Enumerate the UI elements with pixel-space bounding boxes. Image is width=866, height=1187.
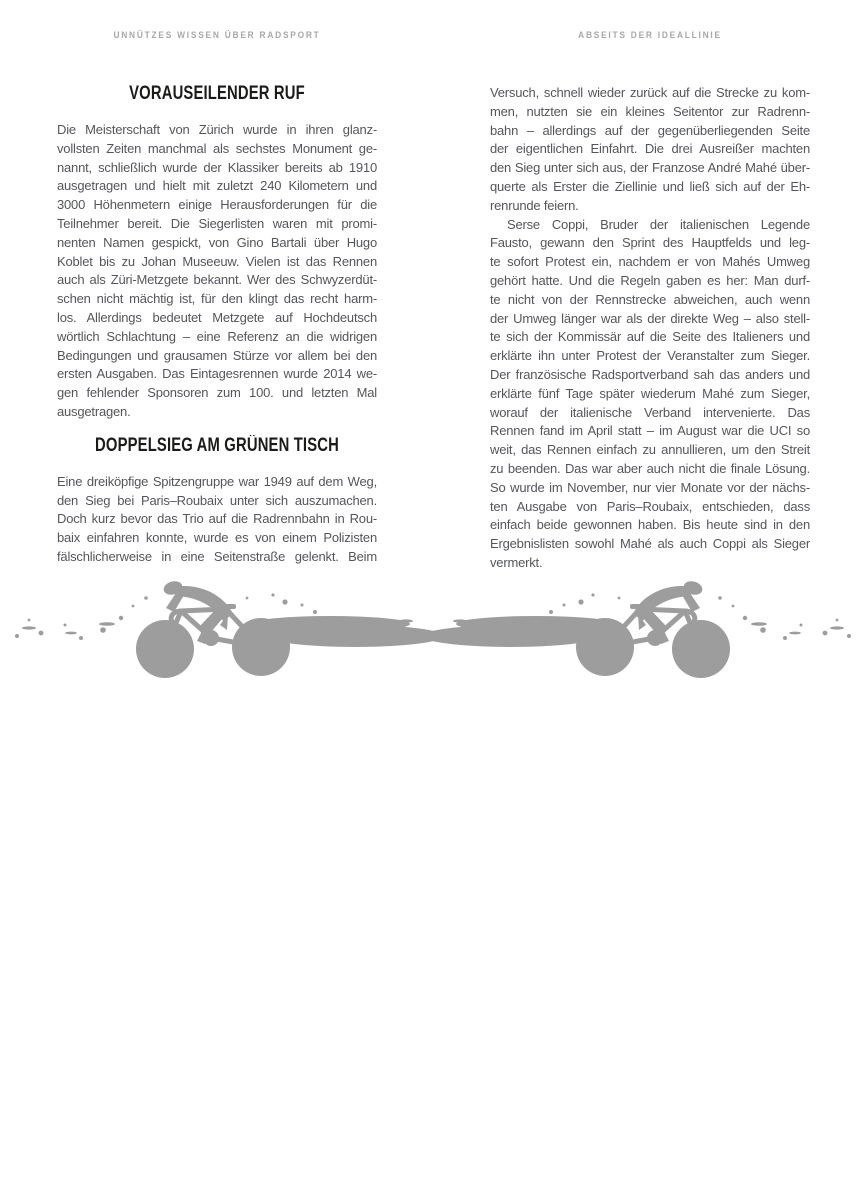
text-line: Ergebnislisten sowohl Mahé als auch Coppi als Sieger <box>490 536 810 552</box>
text-line: te nicht von der Rennstrecke abweichen, auch wenn <box>490 291 810 307</box>
text-line: ten Ausgabe von Paris–Roubaix, entschieden, dass <box>490 498 810 514</box>
running-head-right: ABSEITS DER IDEALLINIE <box>578 30 722 41</box>
text-line: baix einfahren konnte, wurde es von einem Polizisten <box>57 530 377 546</box>
text-line: der eigentlichen Einfahrt. Die drei Ausreißer machten <box>490 141 810 157</box>
text-line: Die Meisterschaft von Zürich wurde in ihren glanz- <box>57 122 377 137</box>
section-doppelsieg <box>57 434 377 567</box>
section-heading: VORAUSEILENDER RUF <box>129 83 305 104</box>
text-line: bahn – allerdings auf der gegenüberliegenden Seite <box>490 122 810 138</box>
cyclist-illustration-left <box>0 578 433 1187</box>
text-line: Doch kurz bevor das Trio auf die Radrennbahn in Rou- <box>57 511 377 527</box>
text-line: 3000 Höhenmetern einige Herausforderungen für die <box>57 197 377 213</box>
text-line: Serse Coppi, Bruder der italienischen Legende <box>507 216 810 232</box>
page-number-bib-left: 104 <box>202 1173 222 1187</box>
text-line: einfach beide gewonnen haben. Bis heute sind in den <box>490 517 810 533</box>
text-line: weit, das Rennen einfach zu annullieren, um den Streit <box>490 442 810 458</box>
text-line: te sich der Kommissär auf die Seite des Italieners und <box>490 329 810 345</box>
text-line: gehört hatte. Und die Regeln gaben es her: Man durf- <box>490 272 810 288</box>
text-line: ausgetragen. <box>57 403 131 419</box>
text-line: der Umweg länger war als der direkte Weg – also stell- <box>490 310 810 326</box>
cyclist-illustration-right <box>433 578 866 1185</box>
section-continuation <box>490 84 810 573</box>
text-line: nannt, schließlich wurde der Klassiker bereits ab 1910 <box>57 159 377 175</box>
text-line: gen fehlender Sponsoren zum 100. und letzten Mal <box>57 385 377 401</box>
text-line: Der französische Radsportverband sah das anders und <box>490 366 810 382</box>
text-line: Rennen fand im April statt – im August war die UCI so <box>490 423 810 439</box>
text-line: men, nutzten sie ein kleines Seitentor zur Radrenn- <box>490 103 810 119</box>
text-line: den Sieg bei Paris–Roubaix unter sich auszumachen. <box>57 492 377 508</box>
text-line: auch als Züri-Metzgete bekannt. Wer des Schwyzerdüt- <box>57 272 377 288</box>
text-line: ersten Ausgaben. Das Eintagesrennen wurde 2014 we- <box>57 366 377 382</box>
text-line: ausgetragen und hielt mit zuletzt 240 Kilometern und <box>57 178 377 194</box>
section-vorauseilender-ruf <box>57 83 377 422</box>
section-heading: DOPPELSIEG AM GRÜNEN TISCH <box>95 434 339 456</box>
cyclist-splatter-art <box>433 578 866 648</box>
text-line: nenten Namen gespickt, von Gino Bartali über Hugo <box>57 234 377 250</box>
text-line: Fausto, gewann den Sprint des Hauptfelds und leg- <box>490 235 810 251</box>
text-line: vollsten Zeiten manchmal als sechstes Monument ge- <box>57 140 377 156</box>
text-line: te sofort Protest ein, nachdem er von Mahés Umweg <box>490 254 810 270</box>
page-right-content <box>490 84 810 573</box>
text-line: So wurde im November, nur vier Monate vor der nächs- <box>490 479 810 495</box>
text-line: erklärte ihn unter Protest der Veranstalter zum Sieger. <box>490 348 810 364</box>
text-line: wörtlich Schlachtung – eine Referenz an die widrigen <box>57 328 377 344</box>
body-paragraph <box>490 84 810 573</box>
body-paragraph <box>57 121 377 422</box>
running-head-left: UNNÜTZES WISSEN ÜBER RADSPORT <box>113 30 321 41</box>
text-line: los. Allerdings bedeutet Metzgete auf Hochdeutsch <box>57 309 377 325</box>
cyclist-splatter-art <box>0 578 433 648</box>
text-line: querte als Erster die Ziellinie und ließ sich auf der Eh- <box>490 178 810 194</box>
text-line: erklärte fünf Tage später wiederum Mahé zum Sieger, <box>490 385 810 401</box>
text-line: worauf der italienische Verband intervenierte. Das <box>490 404 810 420</box>
body-paragraph <box>57 473 377 567</box>
text-line: den Sieg unter sich aus, der Franzose André Mahé über- <box>490 160 810 176</box>
text-line: schen nicht mächtig ist, für den klingt das recht harm- <box>57 291 377 307</box>
text-line: zu beenden. Das war aber auch nicht die finale Lösung. <box>490 460 810 476</box>
page-left-content <box>57 83 377 567</box>
text-line: fälschlicherweise in eine Seitenstraße gelenkt. Beim <box>57 548 377 564</box>
text-line: Bedingungen und grausamen Stürze vor allem bei den <box>57 347 377 363</box>
text-line: vermerkt. <box>490 554 543 570</box>
text-line: Koblet bis zu Johan Museeuw. Vielen ist das Rennen <box>57 253 377 269</box>
text-line: Eine dreiköpfige Spitzengruppe war 1949 auf dem Weg, <box>57 473 377 489</box>
text-line: Teilnehmer bereit. Die Siegerlisten waren mit promi- <box>57 215 377 231</box>
page-right <box>433 0 866 1185</box>
page-number-bib-right: 105 <box>636 1172 656 1185</box>
text-line: renrunde feiern. <box>490 197 579 213</box>
text-line: Versuch, schnell wieder zurück auf die Strecke zu kom- <box>490 85 810 100</box>
